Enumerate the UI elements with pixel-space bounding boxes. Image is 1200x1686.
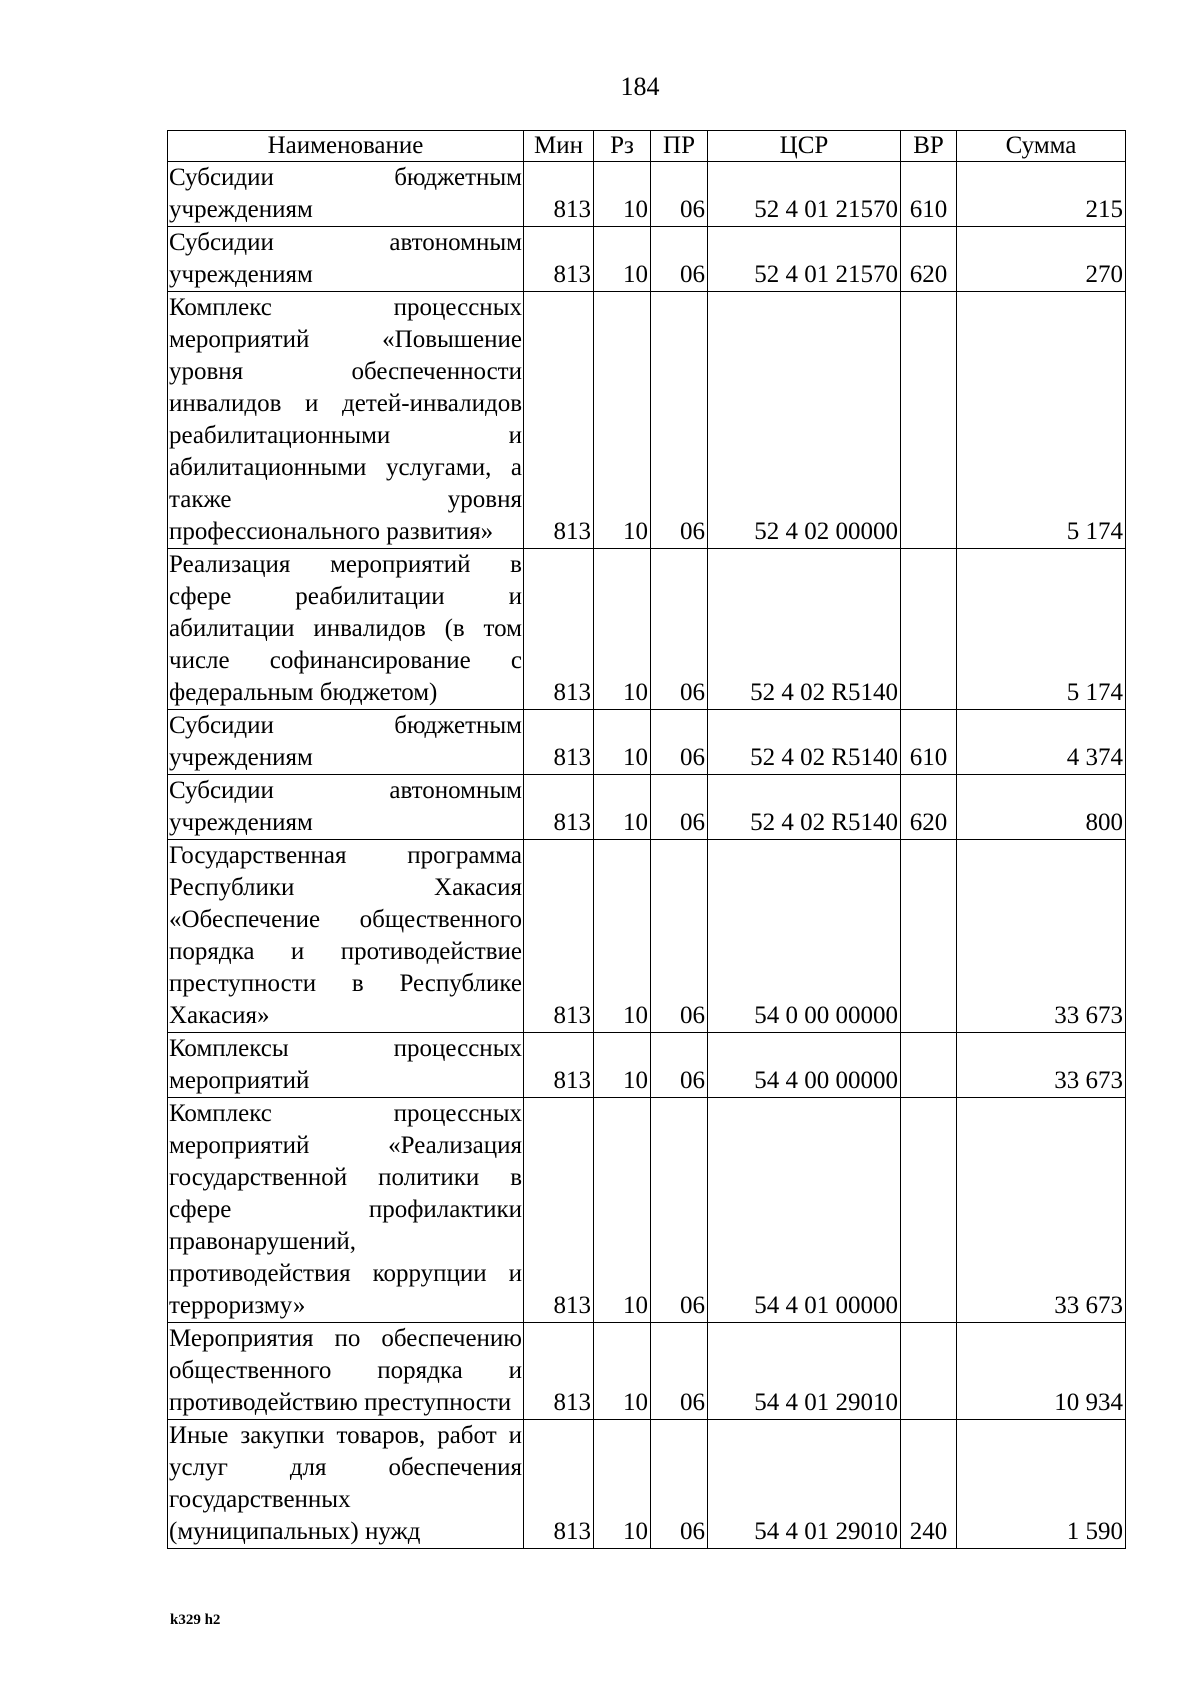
cell-min: 813 [524, 840, 594, 1033]
cell-pr: 06 [651, 1098, 708, 1323]
cell-min: 813 [524, 227, 594, 292]
cell-rz: 10 [594, 292, 651, 549]
page-number: 184 [620, 72, 660, 101]
cell-name: Комплекс процессных мероприятий «Реализация государственной политики в сфере профилактики правонарушений, противодействия коррупции и терроризму» [168, 1098, 524, 1323]
cell-rz: 10 [594, 840, 651, 1033]
cell-csr: 54 4 01 00000 [708, 1098, 901, 1323]
header-name: Наименование [168, 131, 524, 162]
cell-rz: 10 [594, 775, 651, 840]
cell-rz: 10 [594, 549, 651, 710]
cell-sum: 33 673 [957, 1033, 1126, 1098]
cell-name: Комплекс процессных мероприятий «Повышение уровня обеспеченности инвалидов и детей-инвалидов реабилитационными и абилитационными услугами, а также уровня профессионального развития» [168, 292, 524, 549]
cell-sum: 270 [957, 227, 1126, 292]
cell-min: 813 [524, 775, 594, 840]
cell-name: Иные закупки товаров, работ и услуг для обеспечения государственных (муниципальных) нужд [168, 1420, 524, 1549]
header-pr: ПР [651, 131, 708, 162]
cell-csr: 52 4 02 R5140 [708, 710, 901, 775]
cell-rz: 10 [594, 162, 651, 227]
table-header-row [168, 131, 1126, 162]
cell-vr: 620 [901, 227, 957, 292]
cell-name: Субсидии бюджетным учреждениям [168, 710, 524, 775]
cell-min: 813 [524, 1420, 594, 1549]
footer-code: k329 h2 [170, 1612, 221, 1628]
cell-csr: 54 0 00 00000 [708, 840, 901, 1033]
table-row [168, 1033, 1126, 1098]
cell-sum: 33 673 [957, 1098, 1126, 1323]
cell-rz: 10 [594, 227, 651, 292]
table-row [168, 162, 1126, 227]
cell-vr: 610 [901, 162, 957, 227]
cell-name: Комплексы процессных мероприятий [168, 1033, 524, 1098]
cell-sum: 5 174 [957, 292, 1126, 549]
cell-pr: 06 [651, 840, 708, 1033]
header-rz: Рз [594, 131, 651, 162]
cell-name: Мероприятия по обеспечению общественного порядка и противодействию преступности [168, 1323, 524, 1420]
table-row [168, 1323, 1126, 1420]
cell-pr: 06 [651, 292, 708, 549]
table-body [168, 162, 1126, 1549]
cell-sum: 215 [957, 162, 1126, 227]
table-row [168, 549, 1126, 710]
cell-rz: 10 [594, 1323, 651, 1420]
header-sum: Сумма [957, 131, 1126, 162]
cell-pr: 06 [651, 710, 708, 775]
table-row [168, 292, 1126, 549]
cell-csr: 52 4 02 00000 [708, 292, 901, 549]
cell-min: 813 [524, 1098, 594, 1323]
cell-min: 813 [524, 1033, 594, 1098]
table-row [168, 1420, 1126, 1549]
cell-pr: 06 [651, 549, 708, 710]
cell-min: 813 [524, 710, 594, 775]
cell-csr: 54 4 01 29010 [708, 1420, 901, 1549]
cell-csr: 52 4 02 R5140 [708, 775, 901, 840]
cell-min: 813 [524, 162, 594, 227]
cell-vr [901, 1323, 957, 1420]
cell-csr: 54 4 01 29010 [708, 1323, 901, 1420]
cell-min: 813 [524, 549, 594, 710]
cell-vr [901, 1098, 957, 1323]
cell-min: 813 [524, 1323, 594, 1420]
cell-vr [901, 840, 957, 1033]
budget-table [167, 130, 1126, 1549]
cell-name: Реализация мероприятий в сфере реабилитации и абилитации инвалидов (в том числе софинансирование с федеральным бюджетом) [168, 549, 524, 710]
cell-sum: 1 590 [957, 1420, 1126, 1549]
table-row [168, 840, 1126, 1033]
cell-sum: 5 174 [957, 549, 1126, 710]
header-min: Мин [524, 131, 594, 162]
cell-name: Субсидии автономным учреждениям [168, 775, 524, 840]
cell-rz: 10 [594, 1033, 651, 1098]
cell-pr: 06 [651, 1323, 708, 1420]
cell-name: Субсидии бюджетным учреждениям [168, 162, 524, 227]
cell-sum: 4 374 [957, 710, 1126, 775]
cell-csr: 54 4 00 00000 [708, 1033, 901, 1098]
cell-csr: 52 4 02 R5140 [708, 549, 901, 710]
cell-pr: 06 [651, 162, 708, 227]
cell-pr: 06 [651, 775, 708, 840]
header-csr: ЦСР [708, 131, 901, 162]
cell-name: Субсидии автономным учреждениям [168, 227, 524, 292]
cell-sum: 10 934 [957, 1323, 1126, 1420]
cell-pr: 06 [651, 1420, 708, 1549]
table-row [168, 1098, 1126, 1323]
cell-sum: 33 673 [957, 840, 1126, 1033]
cell-vr: 240 [901, 1420, 957, 1549]
cell-rz: 10 [594, 1098, 651, 1323]
table-row [168, 227, 1126, 292]
cell-vr [901, 1033, 957, 1098]
table-row [168, 710, 1126, 775]
cell-vr [901, 549, 957, 710]
cell-pr: 06 [651, 1033, 708, 1098]
table-row [168, 775, 1126, 840]
cell-min: 813 [524, 292, 594, 549]
header-vr: ВР [901, 131, 957, 162]
cell-vr [901, 292, 957, 549]
cell-pr: 06 [651, 227, 708, 292]
cell-rz: 10 [594, 1420, 651, 1549]
cell-csr: 52 4 01 21570 [708, 162, 901, 227]
cell-name: Государственная программа Республики Хакасия «Обеспечение общественного порядка и противодействие преступности в Республике Хакасия» [168, 840, 524, 1033]
cell-vr: 610 [901, 710, 957, 775]
cell-sum: 800 [957, 775, 1126, 840]
cell-vr: 620 [901, 775, 957, 840]
cell-rz: 10 [594, 710, 651, 775]
cell-csr: 52 4 01 21570 [708, 227, 901, 292]
